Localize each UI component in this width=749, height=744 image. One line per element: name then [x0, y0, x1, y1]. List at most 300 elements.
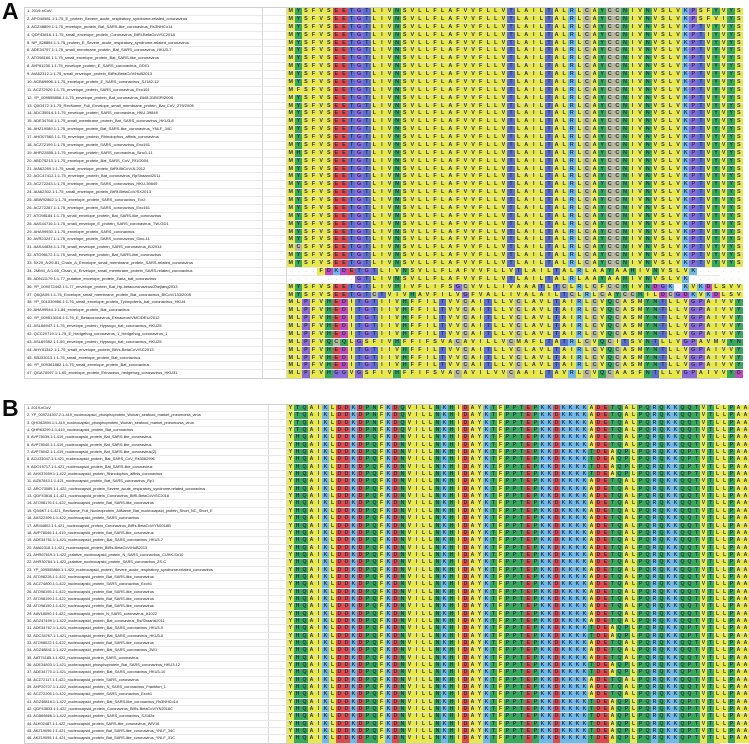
residue: Q [645, 551, 650, 558]
alignment-row[interactable] [25, 15, 741, 24]
alignment-row[interactable] [25, 588, 748, 596]
residue: Y [600, 78, 604, 85]
alignment-row[interactable] [25, 110, 741, 118]
residue: V [701, 522, 706, 529]
residue: V [729, 299, 734, 306]
residue: P [512, 471, 517, 478]
residue: F [498, 405, 503, 411]
residue: V [471, 8, 475, 14]
alignment-row[interactable] [25, 544, 748, 552]
residue: D [596, 434, 601, 441]
alignment-row[interactable] [25, 244, 741, 252]
residue: L [576, 150, 584, 157]
residue: Y [296, 181, 301, 188]
residue: D [463, 515, 468, 522]
residue: A [470, 471, 475, 478]
residue: V [501, 260, 506, 266]
alignment-row[interactable] [25, 173, 741, 181]
residue: F [310, 205, 318, 212]
sequence-label: 11. ACZ72920.1:1-75_envelope_protein_SARS_coronavirus_Exo161 [25, 87, 263, 94]
residue: P [505, 529, 510, 536]
residue: P [691, 118, 696, 125]
residue: G [463, 291, 468, 298]
alignment-row[interactable] [25, 354, 741, 363]
residue: E [342, 204, 346, 211]
residue: P [505, 485, 510, 492]
residue: T [519, 537, 524, 544]
residue: Y [477, 529, 482, 536]
residue: V [410, 212, 415, 219]
residue: V [661, 267, 665, 274]
alignment-row[interactable] [25, 134, 741, 142]
alignment-row[interactable] [25, 181, 741, 189]
residue: E [334, 31, 339, 38]
residue: I [315, 567, 322, 573]
alignment-row[interactable] [25, 315, 741, 323]
residue: T [371, 323, 379, 330]
residue: K [673, 515, 678, 522]
residue: F [477, 276, 485, 283]
sequence-label: 47. QGA70097.1:1-60_envelope_protein_Erinaceus_hedgehog_coronavirus_HKU31 [25, 370, 263, 378]
alignment-row[interactable] [25, 252, 741, 260]
residue: . [720, 268, 728, 275]
sequence-label: 11. AIZ67843.1:1-421_nucleocapsid_protein_Bat_SARS_coronavirus_Rp1 [25, 478, 269, 484]
residue: L [522, 362, 530, 369]
alignment-row[interactable] [25, 573, 748, 581]
residue: I [530, 236, 538, 243]
alignment-row[interactable] [25, 338, 741, 347]
residue: M [288, 173, 294, 180]
residue: L [484, 236, 492, 243]
residue: V [319, 15, 323, 22]
residue: A [309, 559, 314, 566]
residue: V [387, 275, 392, 282]
residue: L [538, 189, 546, 196]
alignment-row[interactable] [25, 330, 741, 339]
residue: Q [687, 419, 692, 426]
residue: L [295, 307, 303, 314]
residue: D [596, 573, 601, 580]
residue: L [371, 142, 379, 149]
alignment-row[interactable] [25, 157, 741, 166]
residue: K [547, 603, 552, 610]
residue: G [364, 346, 369, 353]
residue: I [378, 158, 386, 165]
residue: T [697, 142, 705, 149]
residue: L [416, 24, 424, 31]
alignment-row[interactable] [25, 441, 748, 449]
residue: V [463, 78, 468, 85]
sequence-label: 20. ABD75213.1:1-75_envelope_protein_Bat_SARS_CoV_Rf1/2004 [25, 158, 263, 165]
residue: T [348, 284, 356, 291]
residue: . [705, 276, 713, 283]
residue: Y [600, 15, 604, 22]
alignment-row[interactable] [25, 299, 741, 307]
label-spacer [269, 434, 287, 440]
alignment-row[interactable] [25, 370, 741, 378]
alignment-row[interactable] [25, 434, 748, 441]
residue: Y [714, 39, 718, 46]
residue: G [357, 71, 362, 77]
residue: S [304, 212, 308, 219]
residue: K [582, 551, 587, 558]
alignment-row[interactable] [25, 212, 741, 221]
residue: A [470, 427, 475, 434]
residue: D [596, 405, 601, 411]
residue: L [715, 493, 720, 500]
residue: I [705, 370, 713, 378]
residue: T [708, 551, 713, 558]
residue: V [653, 31, 658, 38]
alignment-row[interactable] [25, 228, 741, 237]
residue: G [357, 86, 362, 93]
alignment-row[interactable] [25, 449, 748, 456]
alignment-row[interactable] [25, 165, 741, 174]
alignment-row[interactable] [25, 118, 741, 126]
residue: M [637, 330, 643, 337]
residue: Y [600, 149, 604, 156]
residue: V [638, 71, 642, 77]
residue: V [509, 267, 513, 274]
residue: S [661, 126, 665, 133]
alignment-row[interactable] [25, 485, 748, 493]
residue: K [351, 493, 356, 500]
residue: R [569, 15, 574, 22]
residue: T [348, 229, 356, 236]
residue: A [309, 551, 314, 558]
residue: V [721, 228, 726, 235]
residue: K [561, 419, 566, 426]
residue: P [699, 315, 703, 322]
residue: T [507, 16, 515, 23]
residue: A [554, 252, 559, 259]
residue: V [471, 228, 475, 235]
alignment-row[interactable] [25, 463, 748, 471]
residue: P [638, 434, 643, 441]
alignment-row[interactable] [25, 507, 748, 515]
residue: A [448, 141, 453, 148]
residue: D [337, 522, 342, 529]
residue: Y [600, 141, 604, 148]
alignment-row[interactable] [25, 493, 748, 500]
sequence-residues [287, 315, 743, 322]
alignment-row[interactable] [25, 346, 741, 355]
residue: K [673, 581, 678, 588]
panel-a-alignment-table[interactable] [24, 7, 741, 379]
residue: L [421, 581, 426, 588]
residue: N [400, 507, 405, 514]
residue: T [708, 581, 713, 588]
residue: I [455, 530, 462, 536]
residue: N [395, 189, 400, 196]
residue: C [607, 110, 612, 117]
alignment-row[interactable] [25, 220, 741, 229]
alignment-row[interactable] [25, 275, 740, 284]
residue: T [545, 47, 553, 54]
residue: L [583, 307, 591, 314]
residue: A [524, 63, 529, 70]
residue: V [721, 165, 726, 172]
residue: V [706, 126, 711, 133]
residue: L [421, 471, 426, 478]
residue: A [554, 134, 559, 140]
residue: T [371, 347, 379, 354]
alignment-row[interactable] [25, 522, 748, 530]
residue: R [577, 315, 582, 322]
residue: K [666, 434, 671, 441]
residue: T [694, 529, 699, 536]
alignment-row[interactable] [25, 419, 748, 427]
residue: Q [302, 456, 307, 463]
alignment-row[interactable] [25, 47, 741, 55]
residue: N [395, 197, 400, 203]
residue: F [477, 16, 485, 23]
alignment-row[interactable] [25, 412, 748, 419]
residue: R [569, 78, 574, 85]
alignment-row[interactable] [25, 515, 748, 522]
residue: A [562, 346, 567, 353]
residue: N [645, 126, 650, 133]
residue: V [448, 307, 453, 314]
panel-b-alignment-table[interactable] [24, 404, 748, 744]
residue: E [342, 157, 346, 164]
residue: L [439, 8, 447, 15]
alignment-row[interactable] [25, 291, 741, 300]
residue: M [637, 346, 643, 353]
alignment-row[interactable] [25, 149, 741, 158]
residue: Q [372, 515, 377, 522]
residue: I [530, 181, 538, 188]
residue: T [363, 126, 371, 133]
residue: I [507, 292, 515, 299]
residue: L [492, 110, 500, 117]
residue: K [666, 507, 671, 514]
residue: K [442, 507, 447, 514]
residue: T [363, 47, 371, 54]
alignment-row[interactable] [25, 31, 741, 40]
residue: D [463, 485, 468, 492]
alignment-row[interactable] [25, 283, 741, 292]
residue: K [547, 581, 552, 588]
residue: I [477, 370, 485, 378]
alignment-row[interactable] [25, 126, 741, 134]
residue: S [661, 94, 665, 101]
residue: P [691, 204, 696, 211]
residue: Y [477, 471, 482, 478]
alignment-row[interactable] [25, 537, 748, 544]
residue: S [326, 39, 331, 46]
residue: Y [714, 126, 718, 133]
residue: I [712, 299, 720, 306]
residue: H [295, 610, 300, 617]
residue: L [492, 307, 500, 314]
residue: S [304, 8, 308, 14]
residue: V [471, 157, 475, 164]
residue: V [539, 346, 544, 353]
residue: L [431, 268, 439, 275]
alignment-row[interactable] [25, 529, 748, 537]
residue: K [568, 478, 573, 485]
residue: K [386, 603, 391, 610]
alignment-row[interactable] [25, 260, 741, 268]
residue: F [454, 103, 462, 110]
residue: V [471, 338, 475, 345]
alignment-row[interactable] [25, 141, 741, 150]
residue: N [435, 588, 440, 595]
residue: F [477, 197, 485, 204]
alignment-row[interactable] [25, 71, 741, 79]
alignment-row[interactable] [25, 204, 741, 213]
alignment-row[interactable] [25, 78, 741, 87]
residue: H [295, 544, 300, 551]
alignment-row[interactable] [25, 362, 741, 370]
residue: R [569, 212, 574, 219]
residue: N [622, 197, 627, 203]
residue: I [315, 515, 322, 521]
alignment-row[interactable] [25, 603, 748, 610]
alignment-row[interactable] [25, 8, 741, 16]
residue: K [561, 515, 566, 522]
residue: F [454, 95, 462, 102]
residue: C [607, 55, 612, 62]
residue: L [421, 573, 426, 580]
residue: I [315, 405, 322, 411]
residue: C [615, 15, 620, 22]
residue: Y [288, 412, 293, 419]
alignment-row[interactable] [25, 23, 741, 32]
alignment-row[interactable] [25, 197, 741, 205]
alignment-row[interactable] [25, 236, 741, 244]
alignment-row[interactable] [25, 267, 740, 276]
residue: Y [600, 157, 604, 164]
alignment-row[interactable] [25, 595, 748, 603]
label-spacer [263, 197, 287, 204]
residue: K [386, 485, 391, 492]
alignment-row[interactable] [25, 94, 741, 103]
residue: F [477, 189, 485, 196]
residue: C [615, 94, 620, 101]
residue: D [554, 419, 559, 426]
alignment-row[interactable] [25, 63, 741, 71]
residue: M [637, 354, 643, 361]
residue: F [379, 427, 384, 434]
sequence-residues [287, 307, 743, 314]
residue: S [737, 244, 741, 251]
residue: L [500, 355, 508, 362]
alignment-row[interactable] [25, 551, 748, 559]
residue: A [516, 370, 521, 377]
residue: L [583, 323, 591, 330]
alignment-row[interactable] [25, 456, 748, 463]
alignment-row[interactable] [25, 471, 748, 478]
residue: D [344, 551, 349, 558]
label-spacer [263, 213, 287, 220]
residue: K [666, 603, 671, 610]
residue: T [519, 449, 524, 456]
residue: R [652, 581, 657, 588]
alignment-row[interactable] [25, 189, 741, 197]
residue: S [402, 149, 407, 156]
residue: P [512, 456, 517, 463]
residue: T [610, 434, 615, 441]
residue: D [596, 515, 601, 522]
residue: Y [288, 478, 293, 485]
residue: K [442, 463, 447, 470]
residue: K [575, 427, 580, 434]
residue: Y [729, 165, 734, 172]
residue: L [484, 118, 492, 125]
residue: C [615, 55, 620, 62]
residue: V [699, 291, 703, 298]
alignment-row[interactable] [25, 478, 748, 485]
residue: K [484, 537, 489, 544]
residue: . [697, 276, 705, 283]
alignment-row[interactable] [25, 500, 748, 507]
alignment-row[interactable] [25, 610, 748, 618]
residue: K [683, 78, 688, 85]
residue: P [638, 529, 643, 536]
residue: Q [680, 449, 685, 456]
residue: Y [645, 307, 650, 314]
residue: N [372, 405, 377, 411]
residue: Q [687, 500, 692, 507]
residue: S [402, 141, 407, 148]
residue: K [575, 434, 580, 441]
residue: K [351, 463, 356, 470]
residue: Y [729, 244, 734, 251]
alignment-row[interactable] [25, 427, 748, 434]
residue: K [351, 456, 356, 463]
residue: P [729, 485, 734, 492]
alignment-row[interactable] [25, 323, 741, 331]
residue: A [624, 419, 629, 426]
residue: F [431, 118, 439, 125]
residue: K [386, 522, 391, 529]
residue: L [416, 47, 424, 54]
alignment-row[interactable] [25, 307, 741, 315]
residue: P [512, 522, 517, 529]
alignment-row[interactable] [25, 55, 741, 63]
residue: C [630, 291, 635, 298]
residue: I [315, 581, 322, 587]
residue: D [393, 551, 398, 558]
alignment-row[interactable] [25, 559, 748, 566]
residue: E [334, 86, 339, 93]
residue: D [337, 581, 342, 588]
residue: C [607, 370, 612, 377]
alignment-row[interactable] [25, 581, 748, 588]
alignment-row[interactable] [25, 566, 748, 574]
residue: V [463, 165, 468, 172]
residue: N [645, 55, 650, 62]
residue: P [365, 588, 370, 595]
residue: V [701, 427, 706, 434]
residue: D [344, 493, 349, 500]
residue: S [729, 291, 734, 298]
alignment-row[interactable] [25, 405, 748, 412]
residue: D [393, 507, 398, 514]
residue: L [522, 299, 530, 306]
residue: F [310, 71, 318, 78]
alignment-row[interactable] [25, 86, 741, 95]
residue: V [319, 94, 323, 101]
alignment-row[interactable] [25, 39, 741, 48]
residue: Y [645, 315, 650, 322]
alignment-row[interactable] [25, 102, 741, 111]
residue: P [505, 551, 510, 558]
residue: L [492, 276, 500, 283]
residue: L [515, 205, 523, 212]
